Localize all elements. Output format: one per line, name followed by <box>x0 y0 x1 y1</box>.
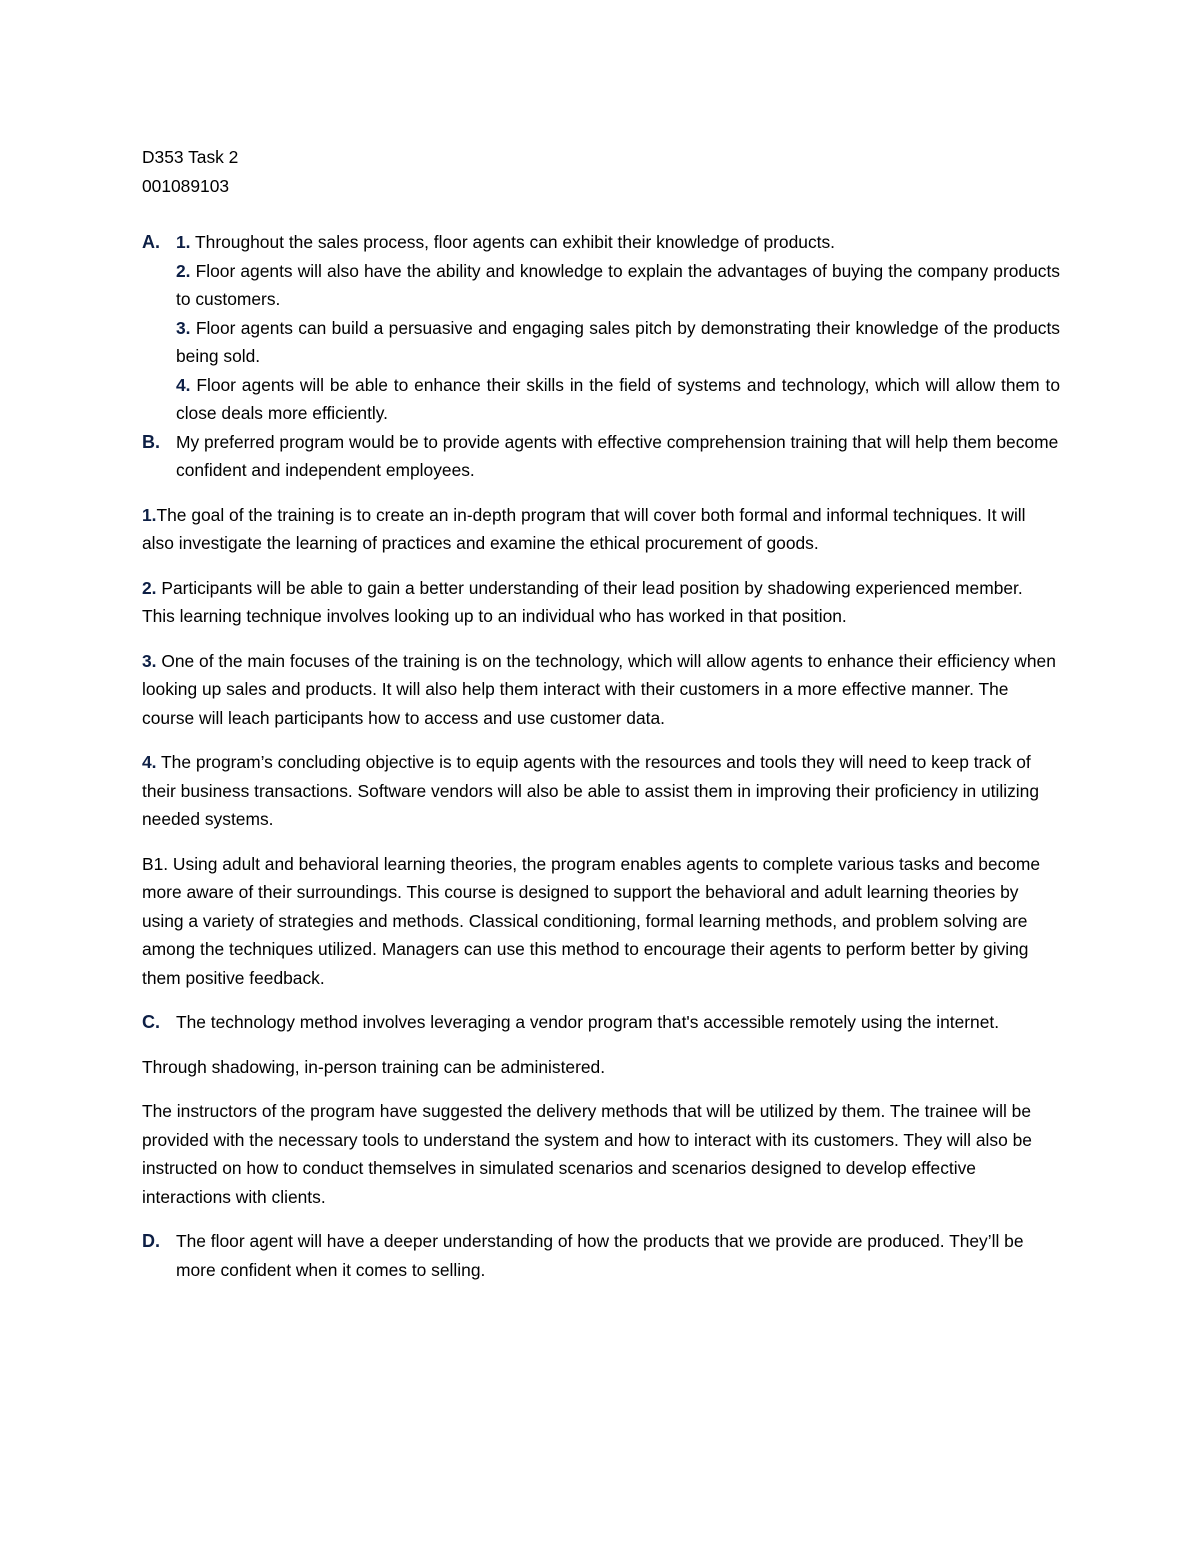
b-paragraph-1 <box>142 501 1060 558</box>
section-b-text: My preferred program would be to provide agents with effective comprehension training that will help them become confident and independent employees. <box>176 431 1059 480</box>
section-c-letter: C. <box>142 1012 160 1032</box>
section-a-item-3 <box>176 314 1060 371</box>
item-number: 4. <box>142 752 157 772</box>
section-b-letter: B. <box>142 431 160 452</box>
section-a <box>142 228 1060 428</box>
item-text: Floor agents will be able to enhance their skills in the field of systems and technology, which will allow them to close deals more efficiently. <box>176 374 1060 423</box>
item-text: Throughout the sales process, floor agents can exhibit their knowledge of products. <box>190 232 835 252</box>
item-text: Floor agents can build a persuasive and engaging sales pitch by demonstrating their knowledge of the products being sold. <box>176 317 1060 366</box>
section-c <box>142 1008 1060 1037</box>
paragraph-text: One of the main focuses of the training is on the technology, which will allow agents to enhance their efficiency when looking up sales and products. It will also help them interact with their customers in a more effective manner. The course will leach participants how to access and use customer data. <box>142 650 1056 728</box>
section-c-text: The technology method involves leveraging a vendor program that's accessible remotely using the internet. <box>176 1012 1000 1032</box>
item-number: 4. <box>176 374 191 395</box>
section-a-item-2 <box>176 257 1060 314</box>
paragraph-text: The goal of the training is to create an in-depth program that will cover both formal and informal techniques. It will also investigate the learning of practices and examine the ethical procurement of goods. <box>142 504 1026 553</box>
document-title: D353 Task 2 <box>142 147 239 167</box>
paragraph-text: Participants will be able to gain a better understanding of their lead position by shadowing experienced member. This learning technique involves looking up to an individual who has worked in that position. <box>142 577 1023 626</box>
item-number: 2. <box>176 260 191 281</box>
student-id: 001089103 <box>142 175 230 196</box>
section-a-letter: A. <box>142 232 160 252</box>
section-d-text: The floor agent will have a deeper understanding of how the products that we provide are produced. They’ll be more confident when it comes to selling. <box>176 1231 1024 1280</box>
b-paragraph-4 <box>142 748 1060 834</box>
paragraph-text: The program’s concluding objective is to equip agents with the resources and tools they will need to keep track of their business transactions. Software vendors will also be able to assist them in improving their proficiency in utilizing needed systems. <box>142 752 1040 829</box>
item-number: 2. <box>142 577 157 598</box>
c-paragraph-1: Through shadowing, in-person training can be administered. <box>142 1056 606 1077</box>
b1-paragraph: B1. Using adult and behavioral learning theories, the program enables agents to complete various tasks and become more aware of their surroundings. This course is designed to support the behavioral and adult learning theories by using a variety of strategies and methods. Classical conditioning, formal learning methods, and problem solving are among the techniques utilized. Managers can use this method to encourage their agents to perform better by giving them positive feedback. <box>142 853 1041 988</box>
item-number: 1. <box>142 504 157 525</box>
item-number: 1. <box>176 232 191 252</box>
item-text: Floor agents will also have the ability and knowledge to explain the advantages of buying the company products to customers. <box>176 260 1060 309</box>
c-paragraph-2: The instructors of the program have suggested the delivery methods that will be utilized by them. The trainee will be provided with the necessary tools to understand the system and how to interact with its customers. They will also be instructed on how to conduct themselves in simulated scenarios and scenarios designed to develop effective interactions with clients. <box>142 1101 1032 1207</box>
section-a-item-4 <box>176 371 1060 428</box>
b-paragraph-2 <box>142 574 1060 631</box>
item-number: 3. <box>142 650 157 671</box>
b-paragraph-3 <box>142 647 1060 733</box>
section-d-letter: D. <box>142 1231 160 1251</box>
item-number: 3. <box>176 317 191 338</box>
section-a-item-1 <box>176 228 1060 257</box>
section-b <box>142 428 1060 485</box>
section-d <box>142 1227 1060 1284</box>
